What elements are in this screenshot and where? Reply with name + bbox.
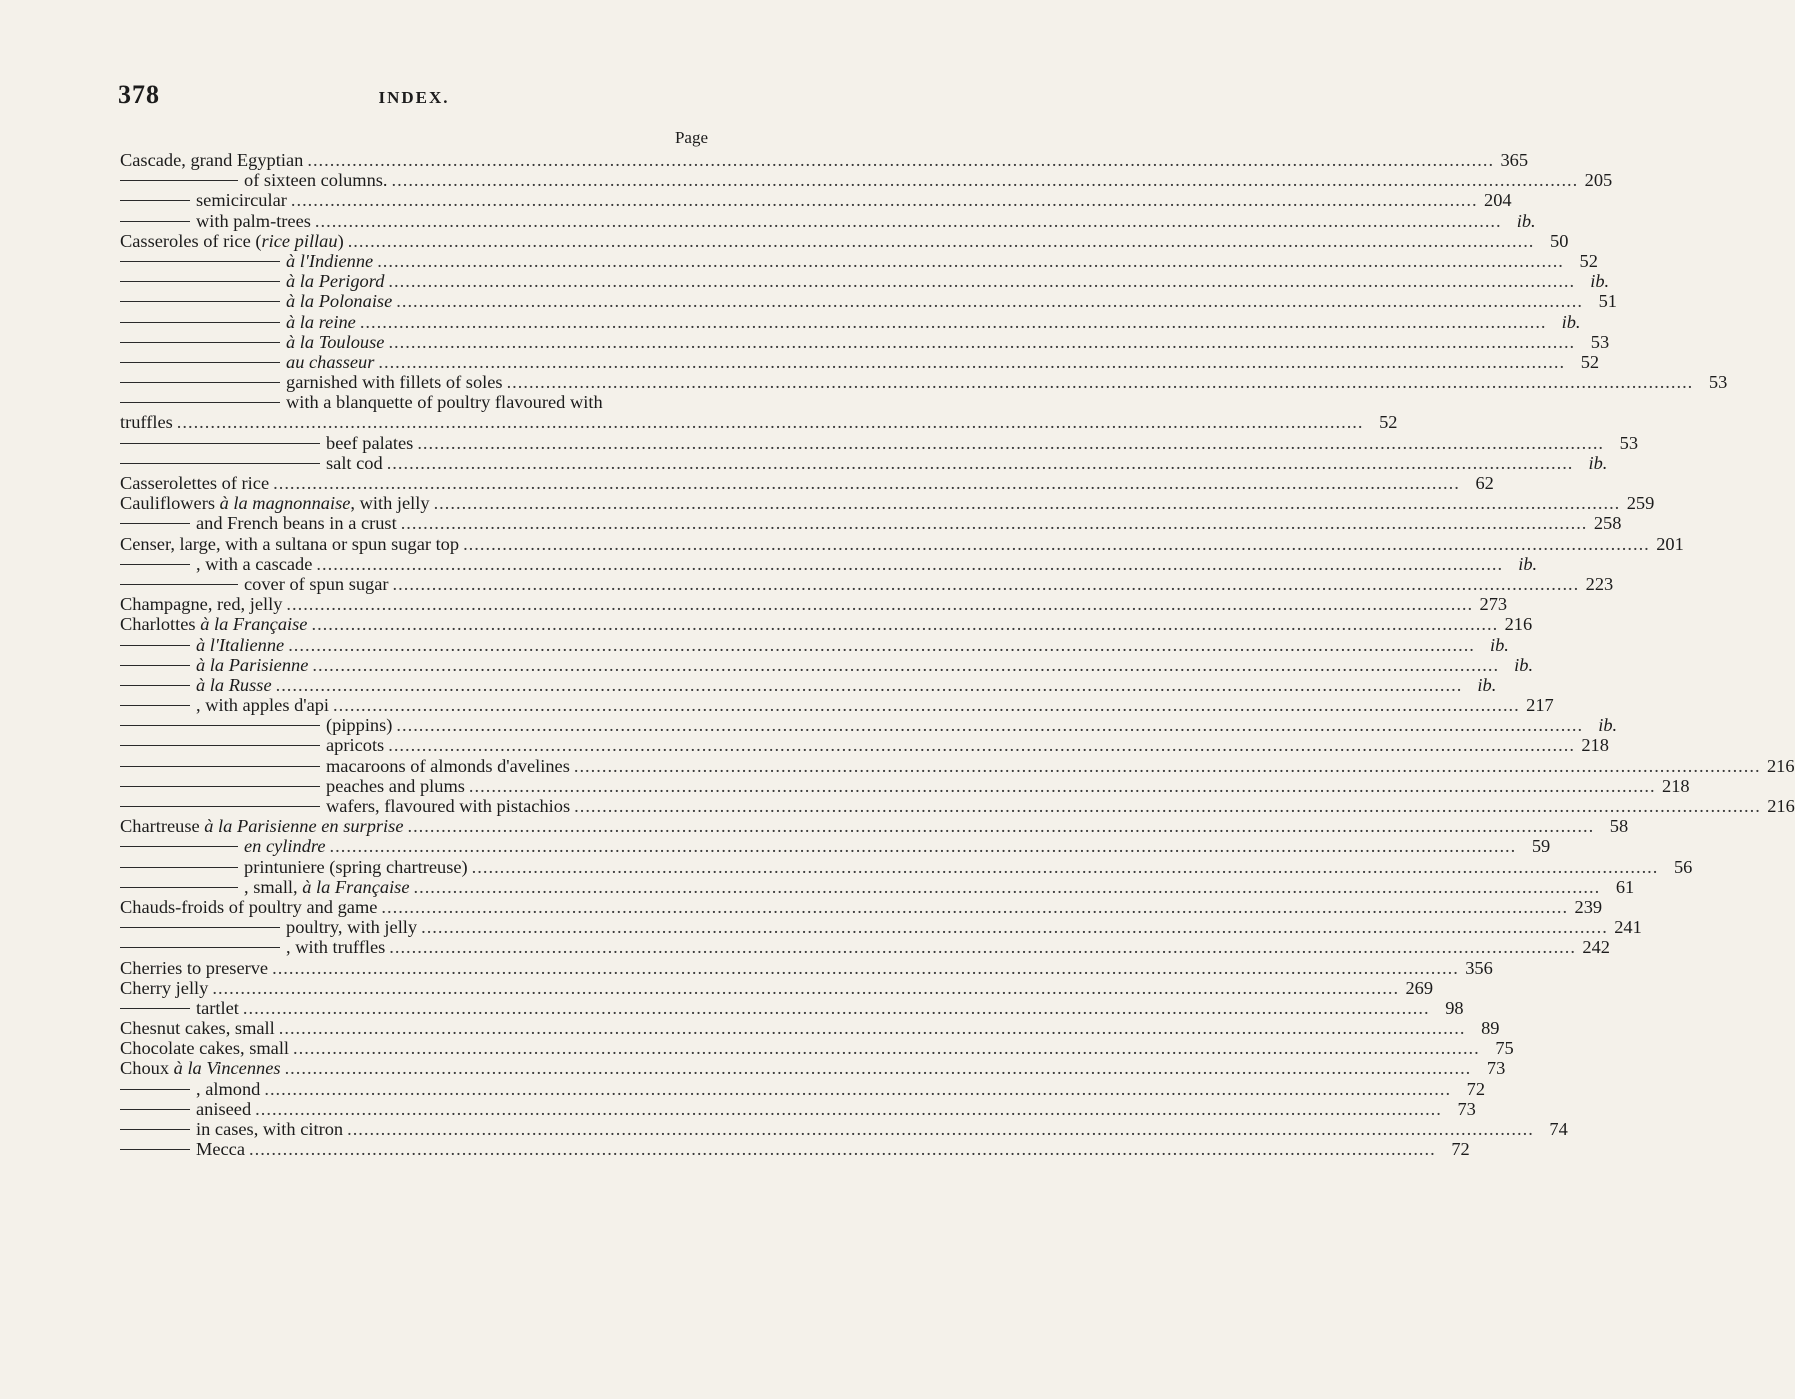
ditto-dash — [120, 281, 280, 282]
entry-page: 61 — [1615, 876, 1635, 897]
index-entry — [120, 250, 1598, 271]
entry-page: 75 — [1495, 1038, 1514, 1059]
leader-dots — [255, 1099, 1442, 1119]
leader-dots — [381, 897, 1568, 917]
entry-page: 56 — [1673, 856, 1693, 877]
entry-page: 365 — [1500, 150, 1529, 170]
entry-text: Cauliflowers à la magnonnaise, with jelly — [120, 493, 430, 514]
ditto-dash — [120, 523, 190, 524]
entry-page: ib. — [1516, 210, 1536, 231]
ditto-dash — [120, 685, 190, 686]
index-entry — [120, 150, 1529, 170]
ditto-dash — [120, 1129, 190, 1130]
index-entry — [120, 816, 1629, 837]
entry-text: truffles — [120, 412, 173, 433]
leader-dots — [360, 312, 1547, 332]
index-entry — [120, 1098, 1476, 1119]
index-entry — [120, 594, 1508, 615]
entry-text: macaroons of almonds d'avelines — [326, 755, 570, 776]
entry-text: cover of spun sugar — [244, 573, 389, 594]
entry-text: à la Parisienne — [196, 654, 309, 675]
leader-dots — [288, 635, 1475, 655]
entry-page: 216 — [1766, 755, 1795, 776]
entry-text: Charlottes à la Française — [120, 614, 308, 635]
entry-text: Chauds-froids of poultry and game — [120, 896, 378, 917]
ditto-dash — [120, 402, 280, 403]
ditto-dash — [120, 564, 190, 565]
index-entry — [120, 1139, 1470, 1160]
running-head — [118, 80, 710, 120]
entry-text: peaches and plums — [326, 775, 465, 796]
index-entry — [120, 937, 1610, 958]
entry-page: 73 — [1486, 1058, 1506, 1079]
leader-dots — [286, 594, 1473, 614]
index-entry — [120, 331, 1610, 352]
entry-page: 62 — [1475, 473, 1494, 493]
index-entry — [120, 997, 1464, 1018]
entry-page: 218 — [1581, 735, 1609, 756]
index-entry — [120, 735, 1609, 756]
entry-page: 58 — [1609, 816, 1629, 837]
entry-text: , with a cascade — [196, 553, 313, 574]
index-entry — [120, 291, 1617, 312]
entry-page: 98 — [1445, 997, 1464, 1018]
leader-dots — [421, 917, 1608, 937]
leader-dots — [316, 554, 1503, 574]
index-entry — [120, 775, 1690, 796]
index-entry — [120, 876, 1635, 897]
ditto-dash — [120, 1109, 190, 1110]
index-entry — [120, 1018, 1500, 1039]
index-entry — [120, 715, 1618, 736]
entry-page: ib. — [1590, 271, 1610, 292]
entry-text: Champagne, red, jelly — [120, 594, 283, 615]
ditto-dash — [120, 725, 320, 726]
ditto-dash — [120, 745, 320, 746]
entry-text: with palm-trees — [196, 210, 311, 231]
ditto-dash — [120, 463, 320, 464]
entry-text: aniseed — [196, 1098, 252, 1119]
index-entry — [120, 573, 1614, 594]
entry-text: printuniere (spring chartreuse) — [244, 856, 468, 877]
entry-text: beef palates — [326, 432, 414, 453]
index-entry — [120, 311, 1581, 332]
index-entry — [120, 917, 1642, 938]
entry-text: Cherries to preserve — [120, 957, 269, 978]
index-entry — [120, 473, 1494, 493]
leader-dots — [307, 150, 1494, 170]
entry-page: 72 — [1451, 1139, 1470, 1160]
entry-text: , with apples d'api — [196, 695, 330, 716]
entry-page: 217 — [1526, 695, 1554, 716]
index-entry — [120, 392, 728, 412]
entry-text: and French beans in a crust — [196, 513, 397, 534]
entry-page: 216 — [1504, 614, 1533, 635]
index-entry — [120, 957, 1493, 978]
ditto-dash — [120, 200, 190, 201]
entry-text: à l'Italienne — [196, 634, 285, 655]
index-entry — [120, 271, 1610, 292]
index-entry — [120, 351, 1600, 372]
index-entry — [120, 1119, 1568, 1139]
leader-dots — [273, 473, 1460, 493]
leader-dots — [387, 453, 1574, 473]
ditto-dash — [120, 645, 190, 646]
entry-page: 53 — [1590, 331, 1610, 352]
ditto-dash — [120, 806, 320, 807]
entry-text: à la reine — [286, 311, 356, 332]
entry-page: 239 — [1574, 896, 1603, 917]
entry-page: 259 — [1626, 493, 1655, 514]
entry-text: Chocolate cakes, small — [120, 1038, 290, 1059]
entry-text: Censer, large, with a sultana or spun sugar top — [120, 533, 460, 554]
entry-page: 258 — [1593, 513, 1622, 534]
entry-text: à la Perigord — [286, 271, 385, 292]
index-entry — [120, 493, 1655, 514]
ditto-dash — [120, 867, 238, 868]
leader-dots — [378, 352, 1565, 372]
page-column-label: Page — [674, 128, 708, 147]
ditto-dash — [120, 927, 280, 928]
entry-page: 52 — [1579, 250, 1598, 271]
entry-page: 356 — [1465, 957, 1493, 978]
entry-text: à la Toulouse — [286, 331, 385, 352]
entry-text: Cherry jelly — [120, 977, 209, 998]
index-entry — [120, 170, 1613, 191]
entry-text: garnished with fillets of soles — [286, 372, 503, 393]
ditto-dash — [120, 1089, 190, 1090]
leader-dots — [330, 836, 1517, 856]
entry-text: salt cod — [326, 452, 383, 473]
leader-dots — [291, 190, 1478, 210]
ditto-dash — [120, 1008, 190, 1009]
leader-dots — [469, 776, 1656, 796]
entry-page: 59 — [1531, 836, 1551, 857]
entry-text: à l'Indienne — [286, 250, 374, 271]
entry-page: 53 — [1619, 432, 1639, 453]
entry-page: ib. — [1588, 452, 1608, 473]
index-entry — [120, 674, 1497, 695]
entry-page: 223 — [1585, 573, 1614, 594]
ditto-dash — [120, 342, 280, 343]
leader-dots — [285, 1058, 1472, 1078]
leader-dots — [388, 735, 1575, 755]
entry-page: 269 — [1405, 977, 1434, 998]
leader-dots — [347, 1119, 1534, 1139]
ditto-dash — [120, 443, 320, 444]
entry-text: with a blanquette of poultry flavoured with — [286, 392, 603, 413]
entry-page: ib. — [1514, 654, 1534, 675]
index-entry — [120, 432, 1639, 453]
leader-dots — [388, 332, 1575, 352]
entry-text: à la Polonaise — [286, 291, 393, 312]
entry-page: 216 — [1767, 796, 1795, 816]
ditto-dash — [120, 221, 190, 222]
index-entry — [120, 412, 1398, 433]
entry-text: au chasseur — [286, 351, 375, 372]
ditto-dash — [120, 180, 238, 181]
leader-dots — [389, 937, 1576, 957]
index-entry — [120, 553, 1538, 574]
entry-page: ib. — [1477, 674, 1497, 695]
entry-text: in cases, with citron — [196, 1119, 344, 1139]
ditto-dash — [120, 382, 280, 383]
ditto-dash — [120, 1149, 190, 1150]
entry-page: ib. — [1490, 634, 1509, 655]
leader-dots — [243, 998, 1430, 1018]
index-entry — [120, 452, 1608, 473]
index-entry — [120, 977, 1434, 998]
leader-dots — [417, 433, 1604, 453]
index-entry — [120, 190, 1512, 211]
ditto-dash — [120, 584, 238, 585]
entry-text: semicircular — [196, 190, 287, 211]
ditto-dash — [120, 362, 280, 363]
entry-text: apricots — [326, 735, 385, 756]
entry-text: poultry, with jelly — [286, 917, 418, 938]
entry-text: , small, à la Française — [244, 876, 410, 897]
leader-dots — [276, 675, 1463, 695]
entry-page: 73 — [1457, 1098, 1476, 1119]
index-entry — [120, 230, 1569, 251]
leader-dots — [388, 271, 1575, 291]
leader-dots — [393, 574, 1580, 594]
ditto-dash — [120, 887, 238, 888]
entry-text: , with truffles — [286, 937, 386, 958]
ditto-dash — [120, 947, 280, 948]
entry-page: 218 — [1662, 775, 1690, 796]
index-entry — [120, 695, 1554, 716]
entry-text: wafers, flavoured with pistachios — [326, 796, 571, 816]
entry-page: 204 — [1484, 190, 1512, 211]
index-entry — [120, 614, 1533, 635]
entry-text: tartlet — [196, 997, 239, 1018]
leader-dots — [507, 372, 1694, 392]
index-entry — [120, 210, 1536, 231]
index-entry — [120, 856, 1693, 877]
entry-text: Mecca — [196, 1139, 246, 1160]
entry-text: Casseroles of rice (rice pillau) — [120, 230, 344, 251]
entry-page: 242 — [1582, 937, 1610, 958]
entry-page: 52 — [1580, 351, 1600, 372]
index-entry — [120, 372, 1728, 393]
leader-dots — [401, 513, 1588, 533]
entry-text: of sixteen columns. — [244, 170, 388, 191]
entry-text: à la Russe — [196, 674, 272, 695]
leader-dots — [348, 231, 1535, 251]
running-title: INDEX. — [378, 88, 450, 107]
index-entry — [120, 896, 1603, 917]
entry-text: Cascade, grand Egyptian — [120, 150, 304, 170]
ditto-dash — [120, 846, 238, 847]
leader-dots — [249, 1139, 1436, 1159]
leader-dots — [272, 958, 1459, 978]
entry-page: ib. — [1561, 311, 1581, 332]
leader-dots — [574, 796, 1761, 816]
leader-dots — [279, 1018, 1466, 1038]
page-number: 378 — [118, 80, 160, 109]
leader-dots — [177, 412, 1364, 432]
leader-dots — [574, 756, 1761, 776]
entry-page: 52 — [1379, 412, 1398, 433]
ditto-dash — [120, 261, 280, 262]
entry-text: Casserolettes of rice — [120, 473, 270, 493]
entry-text: en cylindre — [244, 836, 326, 857]
entry-page: 50 — [1550, 230, 1569, 251]
ditto-dash — [120, 786, 320, 787]
index-entry — [120, 654, 1534, 675]
leader-dots — [434, 493, 1621, 513]
ditto-dash — [120, 766, 320, 767]
entry-page: 89 — [1481, 1018, 1500, 1039]
index-entry — [120, 513, 1622, 534]
leader-dots — [293, 1038, 1480, 1058]
ditto-dash — [120, 705, 190, 706]
leader-dots — [463, 534, 1650, 554]
entry-page: 74 — [1549, 1119, 1568, 1139]
entry-page: 53 — [1708, 372, 1728, 393]
entry-page: 273 — [1479, 594, 1508, 615]
leader-dots — [311, 614, 1498, 634]
entry-page: ib. — [1598, 715, 1618, 736]
leader-dots — [377, 251, 1564, 271]
ditto-dash — [120, 322, 280, 323]
leader-dots — [392, 170, 1579, 190]
index-entry — [120, 796, 1795, 816]
leader-dots — [333, 695, 1520, 715]
index-entry — [120, 634, 1509, 655]
index-entry — [120, 1058, 1506, 1079]
leader-dots — [315, 211, 1502, 231]
index-entry — [120, 755, 1795, 776]
leader-dots — [396, 291, 1583, 311]
leader-dots — [312, 655, 1499, 675]
leader-dots — [472, 857, 1659, 877]
entry-text: Chartreuse à la Parisienne en surprise — [120, 816, 404, 837]
index-entries — [120, 150, 1795, 1160]
entry-page: 72 — [1466, 1078, 1486, 1099]
ditto-dash — [120, 665, 190, 666]
index-entry — [120, 1038, 1514, 1059]
entry-text: Choux à la Vincennes — [120, 1058, 281, 1079]
entry-page: 51 — [1598, 291, 1617, 312]
ditto-dash — [120, 301, 280, 302]
leader-dots — [414, 877, 1601, 897]
leader-dots — [264, 1079, 1451, 1099]
index-entry — [120, 533, 1684, 554]
entry-text: (pippins) — [326, 715, 393, 736]
entry-text: Chesnut cakes, small — [120, 1018, 275, 1039]
entry-page: 201 — [1656, 533, 1684, 554]
leader-dots — [407, 816, 1594, 836]
entry-page: ib. — [1518, 553, 1538, 574]
leader-dots — [212, 978, 1399, 998]
leader-dots — [396, 715, 1583, 735]
entry-page: 205 — [1584, 170, 1613, 191]
entry-page: 241 — [1614, 917, 1642, 938]
index-entry — [120, 836, 1551, 857]
entry-text: , almond — [196, 1078, 261, 1099]
index-entry — [120, 1078, 1486, 1099]
